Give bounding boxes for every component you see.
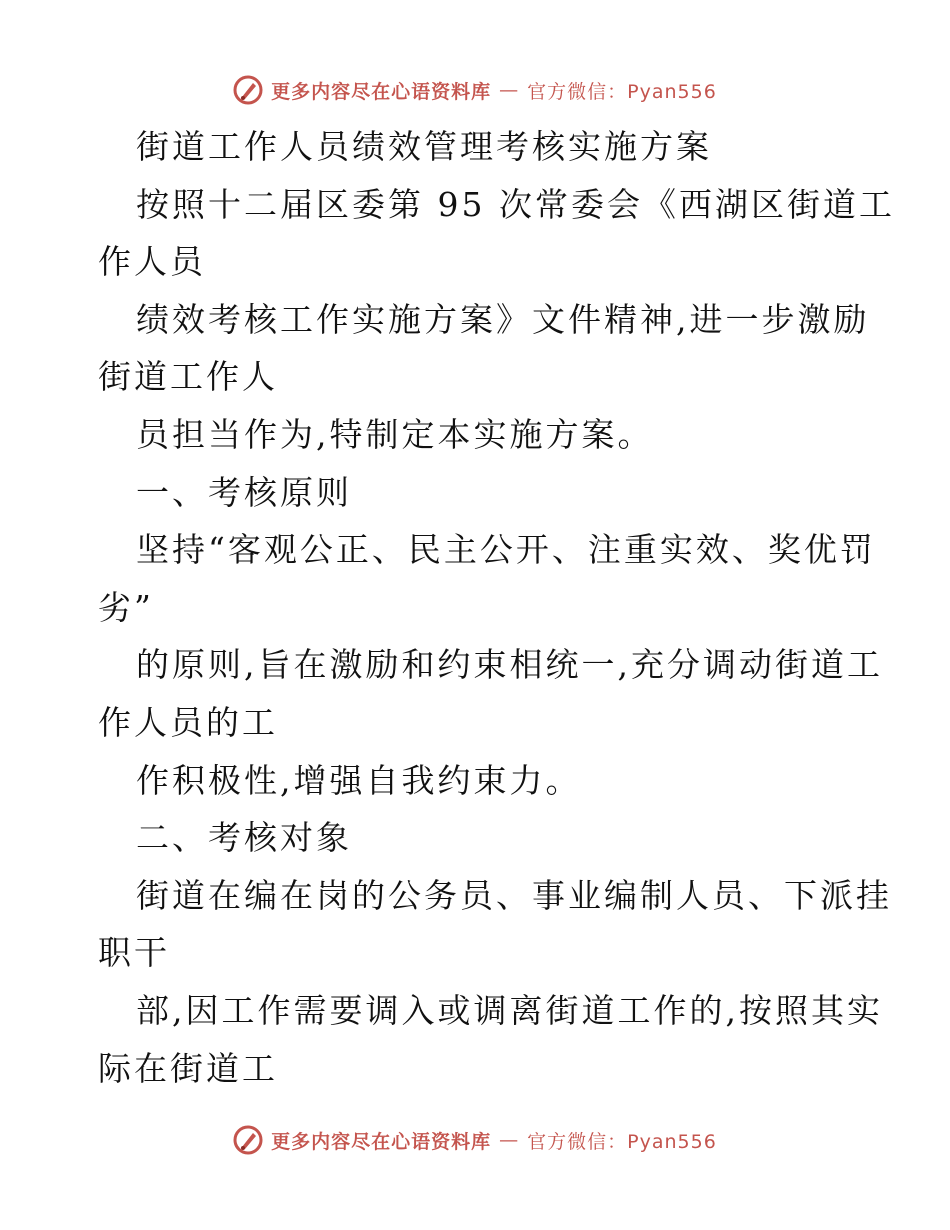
watermark-text: 更多内容尽在心语资料库 xyxy=(271,80,492,103)
watermark-contact: 官方微信：Pyan556 xyxy=(527,80,717,103)
footer-watermark xyxy=(0,1120,950,1160)
paragraph-line: 作积极性,增强自我约束力。 xyxy=(136,760,582,800)
header-watermark xyxy=(0,70,950,110)
watermark-contact: 官方微信：Pyan556 xyxy=(527,1130,717,1153)
pen-logo-icon xyxy=(233,1125,263,1155)
paragraph-line: 作人员 xyxy=(98,242,206,282)
paragraph-line: 按照十二届区委第 95 次常委会《西湖区街道工 xyxy=(136,184,895,224)
document-body xyxy=(98,118,895,1097)
paragraph-line: 坚持“客观公正、民主公开、注重实效、奖优罚 xyxy=(136,530,876,570)
paragraph-line: 街道工作人 xyxy=(98,357,278,397)
section-heading: 一、考核原则 xyxy=(136,472,352,512)
pen-logo-icon xyxy=(233,75,263,105)
paragraph-line: 际在街道工 xyxy=(98,1048,278,1088)
paragraph-line: 部,因工作需要调入或调离街道工作的,按照其实 xyxy=(136,990,883,1030)
watermark-text: 更多内容尽在心语资料库 xyxy=(271,1130,492,1153)
paragraph-line: 街道在编在岗的公务员、事业编制人员、下派挂 xyxy=(136,875,892,915)
paragraph-line: 作人员的工 xyxy=(98,702,278,742)
paragraph-line: 劣” xyxy=(98,587,154,627)
paragraph-line: 的原则,旨在激励和约束相统一,充分调动街道工 xyxy=(136,645,883,685)
section-heading: 二、考核对象 xyxy=(136,818,352,858)
watermark-dash: — xyxy=(499,1129,520,1151)
paragraph-line: 绩效考核工作实施方案》文件精神,进一步激励 xyxy=(136,299,870,339)
doc-title: 街道工作人员绩效管理考核实施方案 xyxy=(136,127,712,166)
paragraph-line: 员担当作为,特制定本实施方案。 xyxy=(136,414,654,454)
watermark-dash: — xyxy=(499,79,520,101)
paragraph-line: 职干 xyxy=(98,933,170,973)
